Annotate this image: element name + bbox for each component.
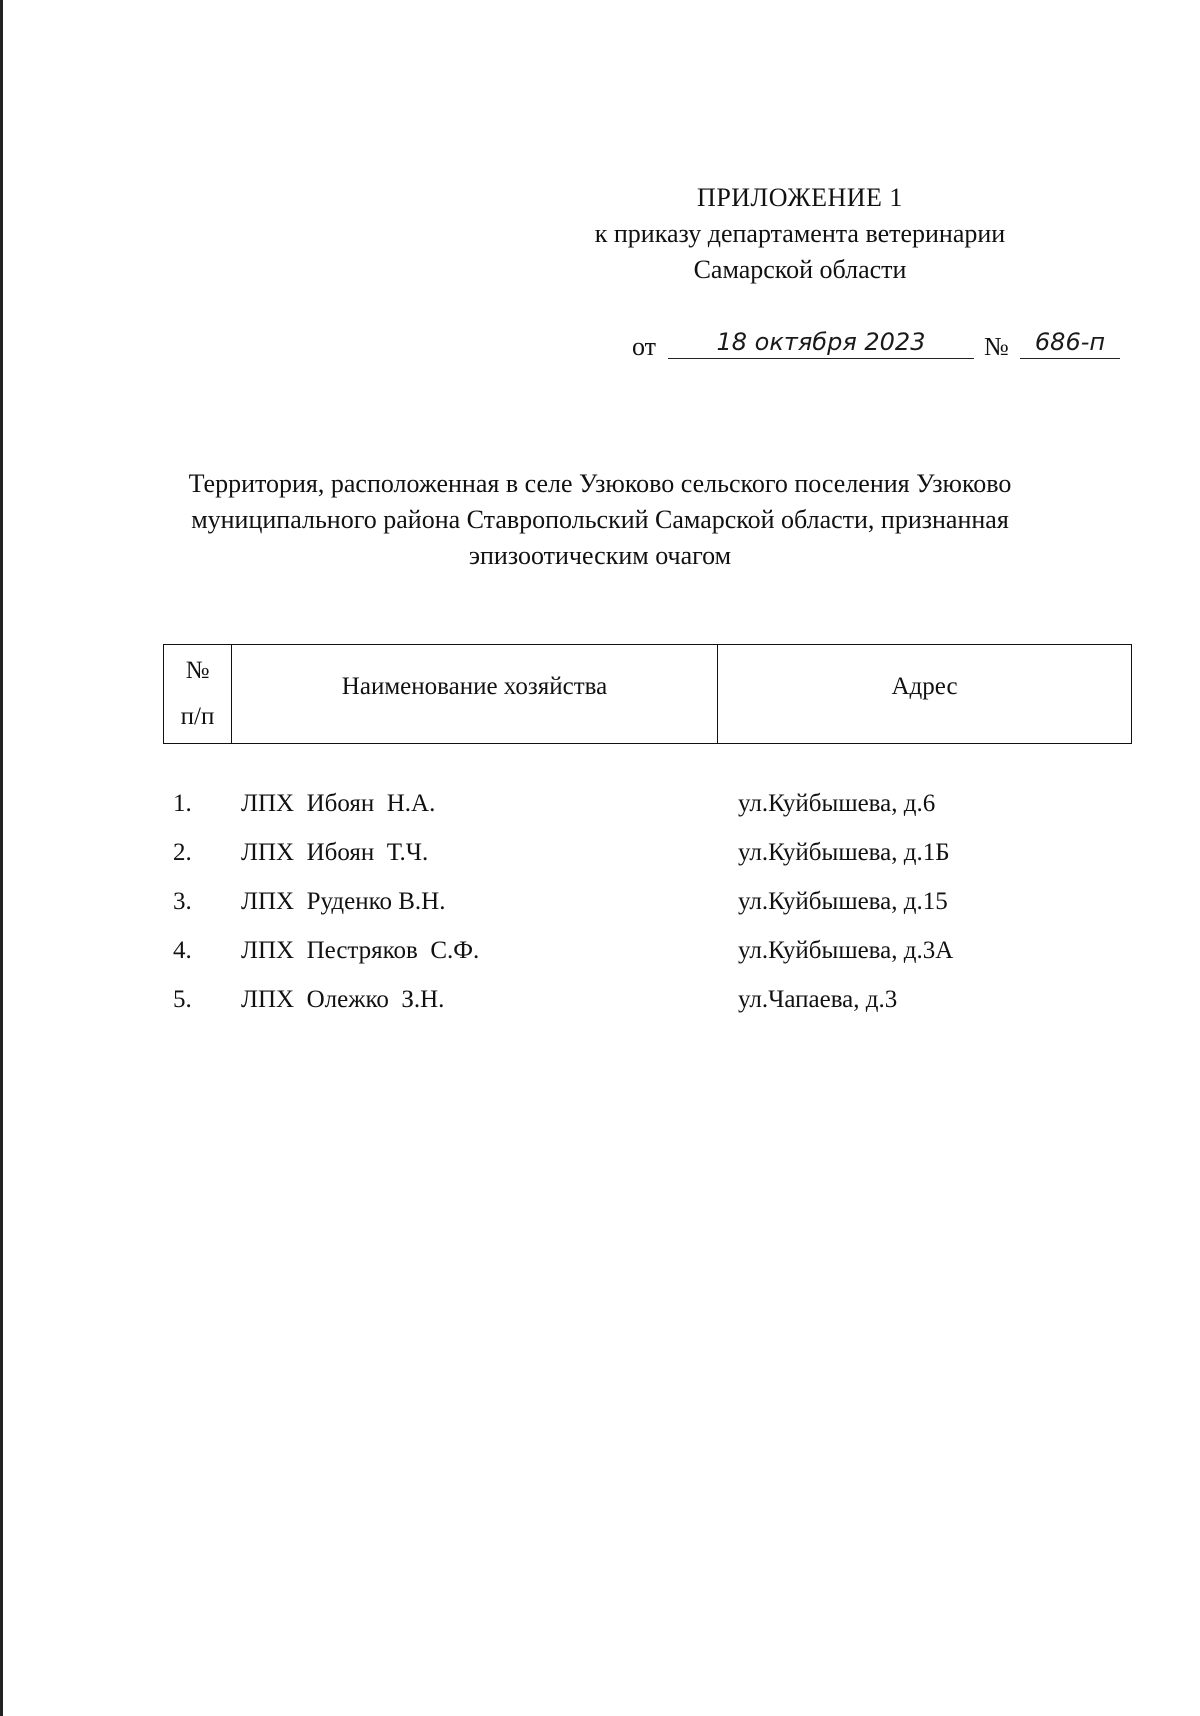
table-row <box>163 790 1063 839</box>
column-number-abbr: п/п <box>180 703 215 730</box>
column-number-sign: № <box>185 657 210 684</box>
appendix-block <box>520 180 1080 288</box>
number-label: № <box>984 332 1009 361</box>
document-title <box>160 466 1040 574</box>
row-number: 2. <box>173 839 192 866</box>
scan-edge-line <box>0 0 3 1716</box>
table-row <box>163 839 1063 888</box>
column-number-header <box>164 645 232 743</box>
row-number: 1. <box>173 790 192 817</box>
table-header <box>163 644 1132 744</box>
table-row <box>163 937 1063 986</box>
farm-address: ул.Куйбышева, д.15 <box>738 888 948 915</box>
title-line-1: Территория, расположенная в селе Узюково сельского поселения Узюково <box>188 469 1012 498</box>
appendix-title: ПРИЛОЖЕНИЕ 1 <box>697 183 903 212</box>
appendix-line-region: Самарской области <box>693 255 907 284</box>
row-number: 5. <box>173 986 192 1013</box>
row-number: 3. <box>173 888 192 915</box>
farm-address: ул.Куйбышева, д.1Б <box>738 839 950 866</box>
table-row <box>163 888 1063 937</box>
column-address-header: Адрес <box>891 673 958 700</box>
farm-name: ЛПХ Олежко З.Н. <box>241 986 445 1013</box>
title-line-3: эпизоотическим очагом <box>468 541 732 570</box>
farm-name: ЛПХ Пестряков С.Ф. <box>241 937 480 964</box>
order-number-handwritten: 686-п <box>1020 328 1120 359</box>
farm-name: ЛПХ Ибоян Н.А. <box>241 790 436 817</box>
table-row <box>163 986 1063 1035</box>
farm-name: ЛПХ Ибоян Т.Ч. <box>241 839 429 866</box>
row-number: 4. <box>173 937 192 964</box>
order-date-handwritten: 18 октября 2023 <box>668 328 974 359</box>
column-farm-header: Наименование хозяйства <box>232 645 718 743</box>
title-line-2: муниципального района Ставропольский Самарской области, признанная <box>191 505 1009 534</box>
farm-address: ул.Куйбышева, д.3А <box>738 937 954 964</box>
from-label: от <box>632 332 657 361</box>
farm-address: ул.Куйбышева, д.6 <box>738 790 936 817</box>
farm-address: ул.Чапаева, д.3 <box>738 986 898 1013</box>
farm-list <box>163 790 1063 1035</box>
order-reference <box>632 328 1122 368</box>
appendix-line-order: к приказу департамента ветеринарии <box>594 219 1006 248</box>
farm-name: ЛПХ Руденко В.Н. <box>241 888 446 915</box>
